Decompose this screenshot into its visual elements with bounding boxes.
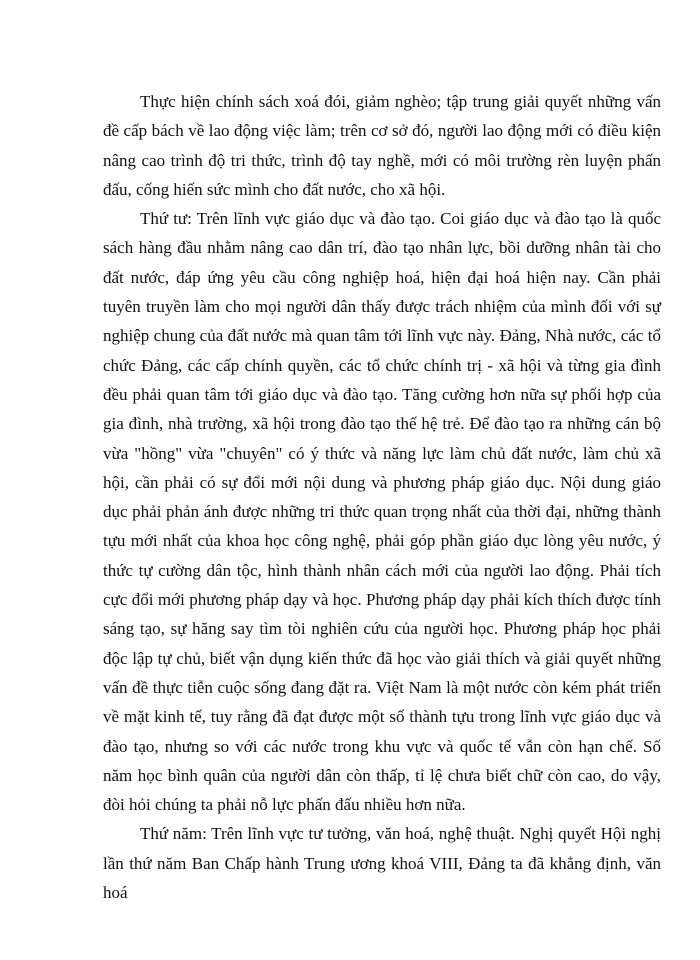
paragraph-fourth-education: Thứ tư: Trên lĩnh vực giáo dục và đào tạo. Coi giáo dục và đào tạo là quốc sách hàng đầu nhằm nâng cao dân trí, đào tạo nhân lực, bồi dưỡng nhân tài cho đất nước, đáp ứng yêu cầu công nghiệp hoá, hiện đại hoá hiện nay. Cần phải tuyên truyền làm cho mọi người dân thấy được trách nhiệm của mình đối với sự nghiệp chung của đất nước mà quan tâm tới lĩnh vực này. Đảng, Nhà nước, các tổ chức Đảng, các cấp chính quyền, các tổ chức chính trị - xã hội và từng gia đình đều phải quan tâm tới giáo dục và đào tạo. Tăng cường hơn nữa sự phối hợp của gia đình, nhà trường, xã hội trong đào tạo thế hệ trẻ. Để đào tạo ra những cán bộ vừa "hồng" vừa "chuyên" có ý thức và năng lực làm chủ đất nước, làm chủ xã hội, cần phải có sự đổi mới nội dung và phương pháp giáo dục. Nội dung giáo dục phải phản ánh được những tri thức quan trọng nhất của thời đại, những thành tựu mới nhất của khoa học công nghệ, phải góp phần giáo dục lòng yêu nước, ý thức tự cường dân tộc, hình thành nhân cách mới của người lao động. Phải tích cực đổi mới phương pháp dạy và học. Phương pháp dạy phải kích thích được tính sáng tạo, sự hăng say tìm tòi nghiên cứu của người học. Phương pháp học phải độc lập tự chủ, biết vận dụng kiến thức đã học vào giải thích và giải quyết những vấn đề thực tiễn cuộc sống đang đặt ra. Việt Nam là một nước còn kém phát triển về mặt kinh tế, tuy rằng đã đạt được một số thành tựu trong lĩnh vực giáo dục và đào tạo, nhưng so với các nước trong khu vực và quốc tế vẫn còn hạn chế. Số năm học bình quân của người dân còn thấp, tỉ lệ chưa biết chữ còn cao, do vậy, đòi hỏi chúng ta phải nỗ lực phấn đấu nhiều hơn nữa. — [103, 209, 661, 815]
paragraph-poverty-reduction: Thực hiện chính sách xoá đói, giảm nghèo; tập trung giải quyết những vấn đề cấp bách về lao động việc làm; trên cơ sở đó, người lao động mới có điều kiện nâng cao trình độ tri thức, trình độ tay nghề, mới có môi trường rèn luyện phấn đấu, cống hiến sức mình cho đất nước, cho xã hội. — [103, 92, 661, 199]
document-body — [103, 87, 661, 907]
paragraph-fifth-culture: Thứ năm: Trên lĩnh vực tư tưởng, văn hoá, nghệ thuật. Nghị quyết Hội nghị lần thứ năm Ban Chấp hành Trung ương khoá VIII, Đảng ta đã khẳng định, văn hoá — [103, 824, 661, 903]
